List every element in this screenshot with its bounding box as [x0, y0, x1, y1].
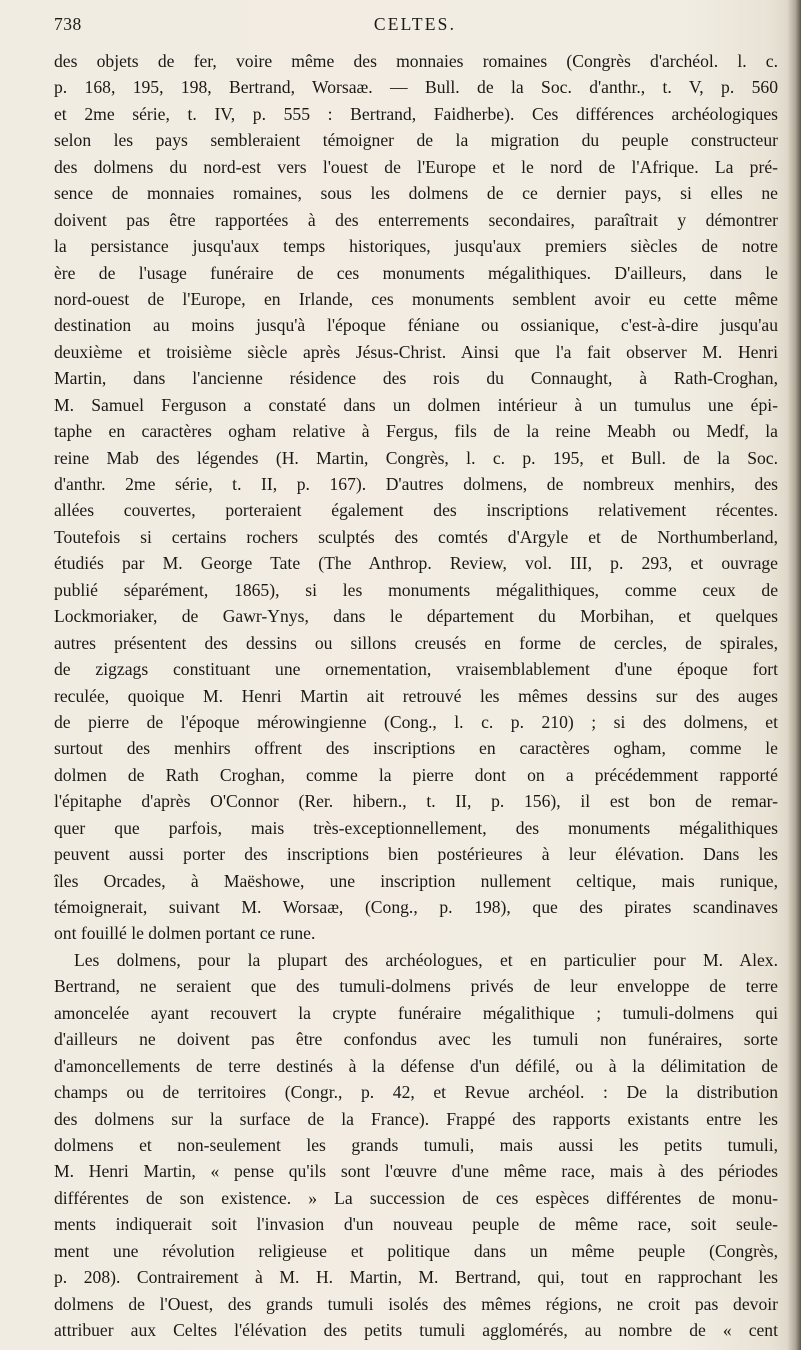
text-line: nord-ouest de l'Europe, en Irlande, ces monuments semblent avoir eu cette même — [54, 288, 778, 309]
text-line: de zigzags constituant une ornementation, vraisemblablement d'une époque fort — [54, 659, 778, 680]
page-number: 738 — [54, 14, 82, 34]
text-line: dolmen de Rath Croghan, comme la pierre dont on a précédemment rapporté — [54, 764, 778, 785]
text-line: champs ou de territoires (Congr., p. 42, et Revue archéol. : De la distribution — [54, 1082, 778, 1103]
text-line: taphe en caractères ogham relative à Fergus, fils de la reine Meabh ou Medf, la — [54, 421, 778, 442]
text-line: M. Samuel Ferguson a constaté dans un dolmen intérieur à un tumulus une épi- — [54, 394, 778, 415]
text-line: l'épitaphe d'après O'Connor (Rer. hibern., t. II, p. 156), il est bon de remar- — [54, 791, 778, 812]
text-line: dolmens de l'Ouest, des grands tumuli isolés des mêmes régions, ne croit pas devoir — [54, 1293, 778, 1314]
text-line: ment une révolution religieuse et politique dans un même peuple (Congrès, — [54, 1240, 778, 1261]
text-line: Les dolmens, pour la plupart des archéologues, et en particulier pour M. Alex. — [74, 949, 778, 970]
text-line: p. 168, 195, 198, Bertrand, Worsaæ. — Bull. de la Soc. d'anthr., t. V, p. 560 — [54, 77, 778, 98]
text-line: attribuer aux Celtes l'élévation des petits tumuli agglomérés, au nombre de « cent — [54, 1320, 778, 1340]
body-text — [54, 48, 778, 1343]
page-binding-edge — [787, 0, 801, 1350]
text-line: ère de l'usage funéraire de ces monuments mégalithiques. D'ailleurs, dans le — [54, 262, 778, 283]
running-head: CELTES. — [373, 14, 457, 34]
text-line: p. 208). Contrairement à M. H. Martin, M. Bertrand, qui, tout en rapprochant les — [54, 1267, 778, 1288]
text-line: différentes de son existence. » La succession de ces espèces différentes de monu- — [54, 1187, 778, 1208]
text-line: doivent pas être rapportées à des enterrements secondaires, paraîtrait y démontrer — [54, 209, 778, 230]
text-line: quer que parfois, mais très-exceptionnellement, des monuments mégalithiques — [54, 817, 778, 838]
text-line: selon les pays sembleraient témoigner de la migration du peuple constructeur — [54, 130, 778, 151]
text-line: ments indiquerait soit l'invasion d'un nouveau peuple de même race, soit seule- — [54, 1214, 778, 1235]
text-line: d'anthr. 2me série, t. II, p. 167). D'autres dolmens, de nombreux menhirs, des — [54, 474, 778, 494]
text-line: surtout des menhirs offrent des inscriptions en caractères ogham, comme le — [54, 738, 778, 759]
text-line: d'ailleurs ne doivent pas être confondus avec les tumuli non funéraires, sorte — [54, 1029, 778, 1050]
text-line: peuvent aussi porter des inscriptions bien postérieures à leur élévation. Dans les — [54, 844, 778, 865]
text-line: Bertrand, ne seraient que des tumuli-dolmens privés de leur enveloppe de terre — [54, 976, 778, 997]
text-line: d'amoncellements de terre destinés à la défense d'un défilé, ou à la délimitation de — [54, 1055, 778, 1076]
text-line: destination au moins jusqu'à l'époque féniane ou ossianique, c'est-à-dire jusqu'au — [54, 315, 778, 336]
text-line: témoignerait, suivant M. Worsaæ, (Cong., p. 198), que des pirates scandinaves — [54, 897, 778, 917]
page-header — [54, 14, 776, 38]
text-line: la persistance jusqu'aux temps historiques, jusqu'aux premiers siècles de notre — [54, 236, 778, 257]
text-line: reine Mab des légendes (H. Martin, Congrès, l. c. p. 195, et Bull. de la Soc. — [54, 447, 778, 468]
text-line: ont fouillé le dolmen portant ce rune. — [54, 923, 316, 944]
text-line: allées couvertes, porteraient également des inscriptions relativement récentes. — [54, 500, 778, 521]
text-line: de pierre de l'époque mérowingienne (Cong., l. c. p. 210) ; si des dolmens, et — [54, 711, 778, 732]
text-line: autres présentent des dessins ou sillons creusés en forme de cercles, de spirales, — [54, 632, 778, 653]
text-line: des dolmens sur la surface de la France). Frappé des rapports existants entre les — [54, 1108, 778, 1129]
text-line: Toutefois si certains rochers sculptés des comtés d'Argyle et de Northumberland, — [54, 526, 778, 547]
text-line: et 2me série, t. IV, p. 555 : Bertrand, Faidherbe). Ces différences archéologiques — [54, 103, 778, 124]
text-line: reculée, quoique M. Henri Martin ait retrouvé les mêmes dessins sur des auges — [54, 685, 778, 706]
text-line: publié séparément, 1865), si les monuments mégalithiques, comme ceux de — [54, 579, 778, 600]
text-line: des objets de fer, voire même des monnaies romaines (Congrès d'archéol. l. c. — [54, 51, 778, 71]
text-line: étudiés par M. George Tate (The Anthrop. Review, vol. III, p. 293, et ouvrage — [54, 553, 778, 574]
text-line: M. Henri Martin, « pense qu'ils sont l'œuvre d'une même race, mais à des périodes — [54, 1161, 778, 1182]
text-line: îles Orcades, à Maëshowe, une inscription nullement celtique, mais runique, — [54, 870, 778, 891]
text-line: dolmens et non-seulement les grands tumuli, mais aussi les petits tumuli, — [54, 1134, 778, 1155]
text-line: amoncelée ayant recouvert la crypte funéraire mégalithique ; tumuli-dolmens qui — [54, 1002, 778, 1023]
text-line: sence de monnaies romaines, sous les dolmens de ce dernier pays, si elles ne — [54, 183, 778, 204]
text-line: deuxième et troisième siècle après Jésus-Christ. Ainsi que l'a fait observer M. Henri — [54, 341, 778, 362]
text-line: Martin, dans l'ancienne résidence des rois du Connaught, à Rath-Croghan, — [54, 368, 778, 389]
text-line: Lockmoriaker, de Gawr-Ynys, dans le département du Morbihan, et quelques — [54, 606, 778, 627]
text-line: des dolmens du nord-est vers l'ouest de l'Europe et le nord de l'Afrique. La pré- — [54, 156, 778, 177]
